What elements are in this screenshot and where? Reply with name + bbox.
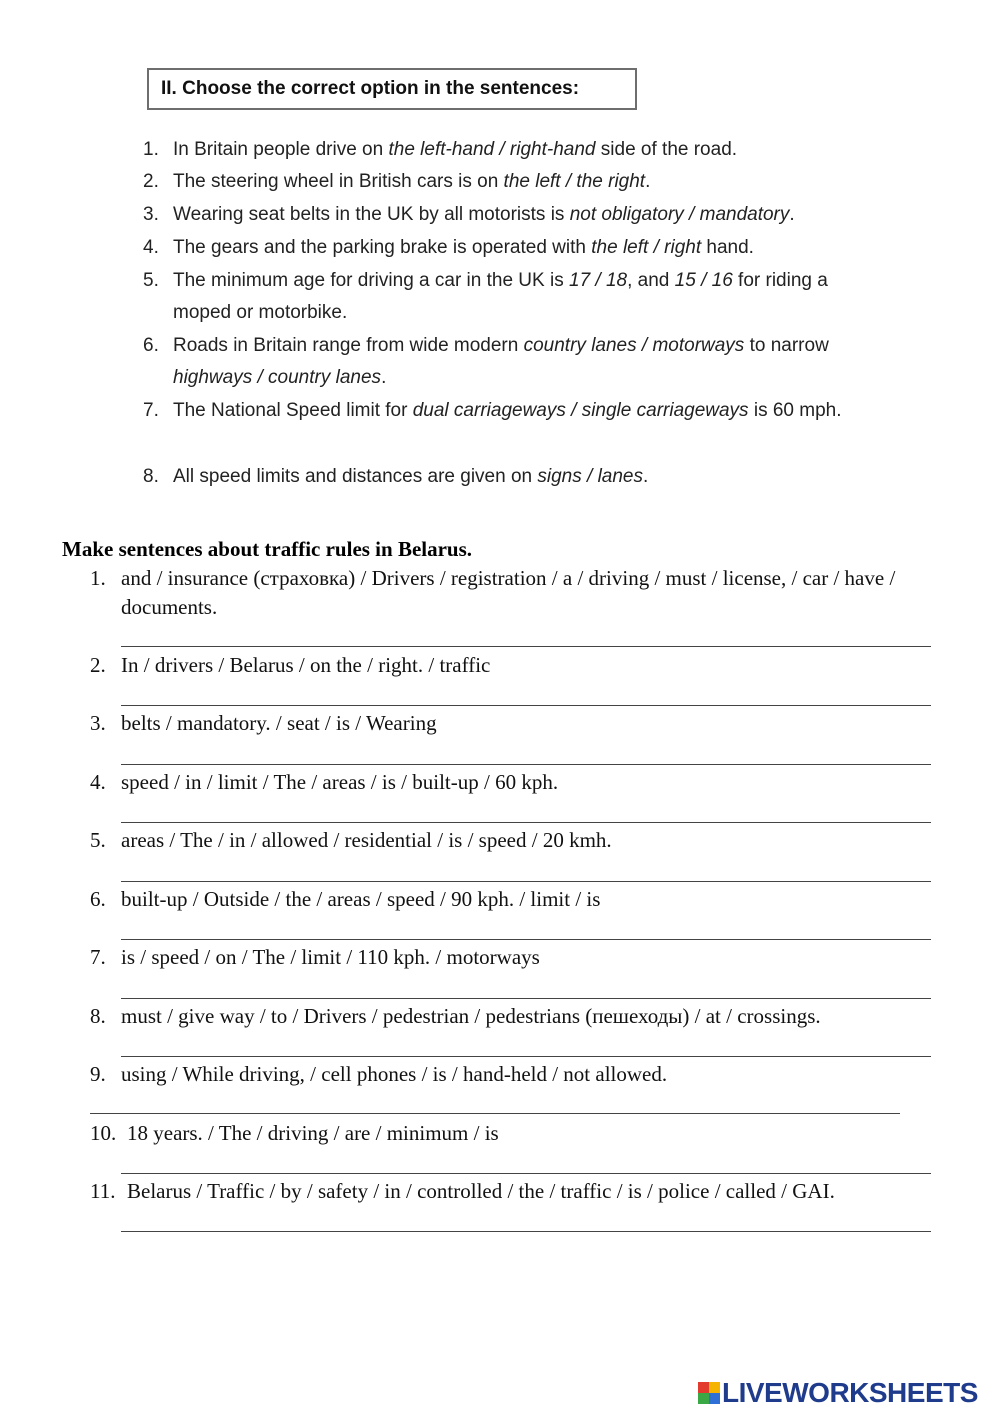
- sentence-text: side of the road.: [595, 139, 738, 160]
- answer-line[interactable]: [121, 705, 931, 706]
- sentence-text: .: [381, 367, 387, 388]
- make-sentences-title: Make sentences about traffic rules in Belarus.: [62, 537, 473, 561]
- item-number: 7.: [143, 400, 159, 421]
- item-number: 3.: [90, 711, 106, 735]
- item-sentence: [173, 199, 903, 231]
- list-item: [90, 1177, 935, 1206]
- section2-item: [143, 461, 903, 493]
- item-number: 4.: [90, 770, 106, 794]
- scrambled-words: is / speed / on / The / limit / 110 kph. / motorways: [121, 945, 540, 969]
- sentence-text: Wearing seat belts in the UK by all motorists is: [173, 204, 570, 225]
- item-number: 7.: [90, 945, 106, 969]
- answer-options[interactable]: signs / lanes: [537, 466, 643, 487]
- scrambled-words: belts / mandatory. / seat / is / Wearing: [121, 711, 437, 735]
- list-item: [90, 1119, 935, 1148]
- answer-line[interactable]: [121, 881, 931, 882]
- item-number: 8.: [90, 1004, 106, 1028]
- section2-item: [143, 166, 903, 198]
- answer-options[interactable]: not obligatory / mandatory: [569, 204, 790, 225]
- item-sentence: [173, 134, 903, 166]
- scrambled-words: In / drivers / Belarus / on the / right. / traffic: [121, 653, 491, 677]
- answer-line[interactable]: [121, 998, 931, 999]
- answer-options[interactable]: 17 / 18: [569, 270, 628, 291]
- list-item: [90, 826, 935, 855]
- item-number: 5.: [90, 828, 106, 852]
- sentence-text: The minimum age for driving a car in the UK is: [173, 270, 569, 291]
- sentence-text: .: [643, 466, 649, 487]
- answer-line[interactable]: [121, 1056, 931, 1057]
- item-sentence: [173, 232, 903, 264]
- item-number: 1.: [90, 566, 106, 590]
- item-number: 2.: [90, 653, 106, 677]
- section2-item: [143, 330, 863, 394]
- answer-line[interactable]: [121, 1231, 931, 1232]
- item-number: 8.: [143, 466, 159, 487]
- section2-item: [143, 395, 883, 427]
- answer-line[interactable]: [121, 764, 931, 765]
- scrambled-words: and / insurance (страховка) / Drivers / registration / a / driving / must / license, / car / have / documents.: [121, 566, 896, 619]
- section2-item: [143, 232, 903, 264]
- answer-options[interactable]: country lanes / motorways: [523, 335, 745, 356]
- answer-options[interactable]: the left / right: [591, 237, 702, 258]
- answer-options[interactable]: the left-hand / right-hand: [388, 139, 596, 160]
- scrambled-words: speed / in / limit / The / areas / is / built-up / 60 kph.: [121, 770, 559, 794]
- sentence-text: Roads in Britain range from wide modern: [173, 335, 524, 356]
- item-number: 2.: [143, 171, 159, 192]
- list-item: [90, 651, 935, 680]
- list-item: [90, 1060, 935, 1089]
- item-number: 5.: [143, 270, 159, 291]
- scrambled-words: using / While driving, / cell phones / is / hand-held / not allowed.: [121, 1062, 668, 1086]
- sentence-text: The steering wheel in British cars is on: [173, 171, 504, 192]
- list-item: [90, 564, 935, 622]
- list-item: [90, 885, 935, 914]
- answer-options[interactable]: the left / the right: [503, 171, 646, 192]
- sentence-text: to narrow: [744, 335, 829, 356]
- item-sentence: [173, 395, 883, 427]
- logo-mark-square: [709, 1382, 720, 1393]
- sentence-text: In Britain people drive on: [173, 139, 389, 160]
- sentence-text: hand.: [701, 237, 754, 258]
- scrambled-words: must / give way / to / Drivers / pedestrian / pedestrians (пешеходы) / at / crossings.: [121, 1004, 821, 1028]
- logo-mark-square: [709, 1393, 720, 1404]
- list-item: [90, 768, 935, 797]
- scrambled-words: 18 years. / The / driving / are / minimum / is: [127, 1121, 499, 1145]
- answer-line[interactable]: [90, 1113, 900, 1114]
- sentence-text: The gears and the parking brake is operated with: [173, 237, 592, 258]
- item-number: 6.: [143, 335, 159, 356]
- logo-text: LIVEWORKSHEETS: [722, 1377, 978, 1408]
- list-item: [90, 943, 935, 972]
- answer-line[interactable]: [121, 822, 931, 823]
- section2-item: [143, 265, 843, 329]
- item-number: 10.: [90, 1121, 117, 1145]
- sentence-text: is 60 mph.: [748, 400, 842, 421]
- sentence-text: , and: [627, 270, 675, 291]
- scrambled-words: Belarus / Traffic / by / safety / in / controlled / the / traffic / is / police / called / GAI.: [127, 1179, 835, 1203]
- list-item: [90, 709, 935, 738]
- logo-mark-square: [698, 1382, 709, 1393]
- item-sentence: [173, 265, 843, 329]
- answer-line[interactable]: [121, 1173, 931, 1174]
- answer-options[interactable]: highways / country lanes: [173, 367, 382, 388]
- logo-mark-square: [698, 1393, 709, 1404]
- section2-item: [143, 199, 903, 231]
- item-number: 9.: [90, 1062, 106, 1086]
- item-number: 11.: [90, 1179, 116, 1203]
- answer-options[interactable]: dual carriageways / single carriageways: [412, 400, 749, 421]
- item-number: 1.: [143, 139, 159, 160]
- section2-item: [143, 134, 903, 166]
- item-number: 6.: [90, 887, 106, 911]
- item-sentence: [173, 166, 903, 198]
- sentence-text: .: [789, 204, 795, 225]
- list-item: [90, 1002, 935, 1031]
- answer-line[interactable]: [121, 646, 931, 647]
- scrambled-words: built-up / Outside / the / areas / speed / 90 kph. / limit / is: [121, 887, 601, 911]
- item-number: 4.: [143, 237, 159, 258]
- item-number: 3.: [143, 204, 159, 225]
- answer-line[interactable]: [121, 939, 931, 940]
- sentence-text: The National Speed limit for: [173, 400, 413, 421]
- logo-mark-icon: [698, 1382, 720, 1404]
- item-sentence: [173, 461, 903, 493]
- sentence-text: All speed limits and distances are given on: [173, 466, 538, 487]
- section2-title: II. Choose the correct option in the sentences:: [147, 68, 637, 110]
- answer-options[interactable]: 15 / 16: [674, 270, 733, 291]
- liveworksheets-logo[interactable]: [698, 1378, 978, 1408]
- item-sentence: [173, 330, 863, 394]
- sentence-text: .: [645, 171, 651, 192]
- scrambled-words: areas / The / in / allowed / residential / is / speed / 20 kmh.: [121, 828, 612, 852]
- sentence-text: for riding a moped or motorbike.: [173, 270, 828, 323]
